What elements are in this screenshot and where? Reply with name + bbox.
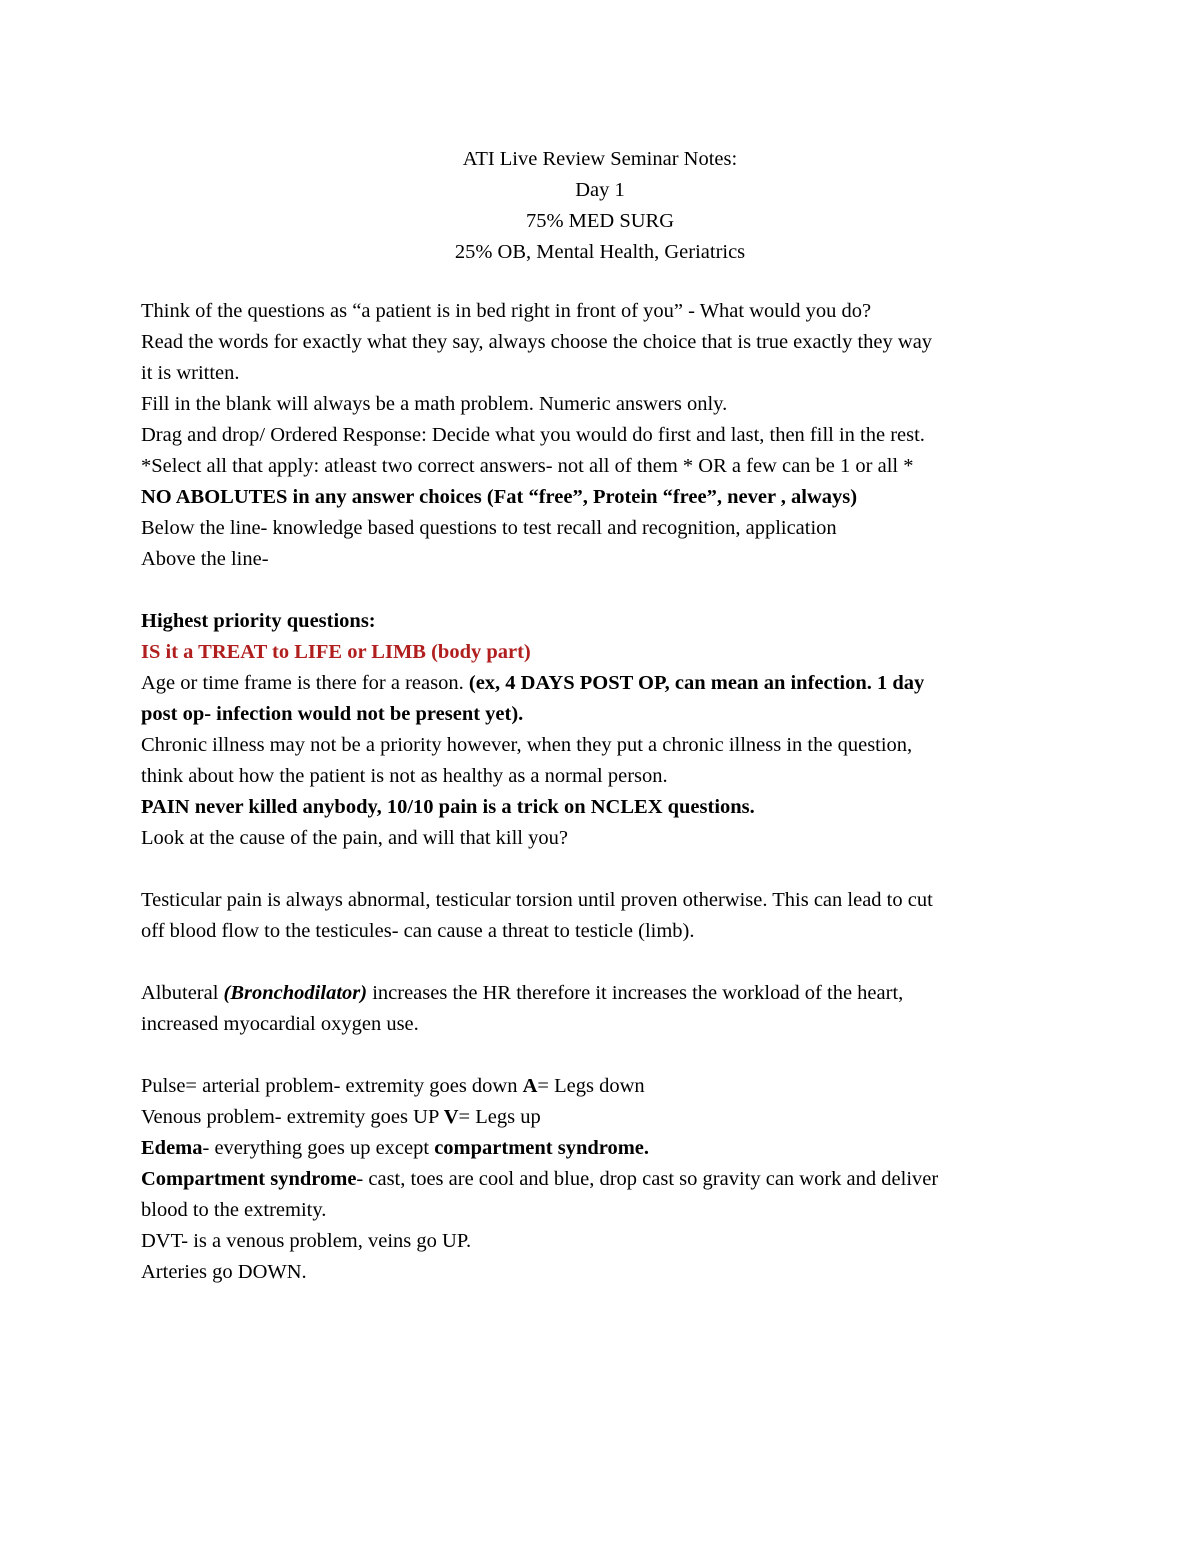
venous-letter: V — [443, 1106, 459, 1128]
intro-line-9: Above the line- — [141, 548, 269, 570]
chronic-line-1: Chronic illness may not be a priority however, when they put a chronic illness in the question, — [141, 734, 913, 756]
venous-text: Venous problem- extremity goes UP — [141, 1106, 444, 1128]
intro-line-8: Below the line- knowledge based questions to test recall and recognition, application — [141, 517, 837, 539]
age-text: Age or time frame is there for a reason. — [141, 672, 469, 694]
edema-exception: compartment syndrome. — [434, 1137, 650, 1159]
document-title: ATI Live Review Seminar Notes: — [462, 148, 738, 170]
intro-line-4: Fill in the blank will always be a math problem. Numeric answers only. — [141, 393, 728, 415]
age-example: (ex, 4 DAYS POST OP, can mean an infection. 1 day — [468, 672, 925, 694]
arterial-letter: A — [522, 1075, 538, 1097]
intro-line-3: it is written. — [141, 362, 240, 384]
legs-down-text: = Legs down — [537, 1075, 645, 1097]
intro-line-2: Read the words for exactly what they say, always choose the choice that is true exactly they way — [141, 331, 933, 353]
albuterol-line-1 — [141, 978, 1071, 1009]
intro-line-6: *Select all that apply: atleast two correct answers- not all of them * OR a few can be 1 or all * — [141, 455, 914, 477]
pulse-line — [141, 1071, 1071, 1102]
albuterol-effect: increases the HR therefore it increases the workload of the heart, — [367, 982, 904, 1004]
compartment-line-1 — [141, 1164, 1071, 1195]
no-absolutes-note: NO ABOLUTES in any answer choices (Fat “free”, Protein “free”, never , always) — [141, 486, 858, 508]
compartment-text: - cast, toes are cool and blue, drop cast so gravity can work and deliver — [356, 1168, 939, 1190]
venous-line — [141, 1102, 1071, 1133]
med-surg-percent: 75% MED SURG — [525, 210, 675, 232]
compartment-term: Compartment syndrome — [141, 1168, 357, 1190]
chronic-line-2: think about how the patient is not as healthy as a normal person. — [141, 765, 668, 787]
intro-line-1: Think of the questions as “a patient is in bed right in front of you” - What would you do? — [141, 300, 872, 322]
priority-heading: Highest priority questions: — [141, 610, 376, 632]
document-body — [141, 296, 1071, 1288]
dvt-line: DVT- is a venous problem, veins go UP. — [141, 1230, 472, 1252]
pain-cause-line: Look at the cause of the pain, and will that kill you? — [141, 827, 568, 849]
day-label: Day 1 — [575, 179, 625, 201]
age-line — [141, 668, 1071, 699]
albuterol-text: Albuteral — [141, 982, 224, 1004]
pain-note: PAIN never killed anybody, 10/10 pain is a trick on NCLEX questions. — [141, 796, 755, 818]
testicular-line-2: off blood flow to the testicules- can cause a threat to testicle (limb). — [141, 920, 695, 942]
bronchodilator-label: (Bronchodilator) — [223, 982, 368, 1004]
document-header — [0, 144, 1200, 268]
arteries-line: Arteries go DOWN. — [141, 1261, 307, 1283]
pulse-text: Pulse= arterial problem- extremity goes down — [141, 1075, 523, 1097]
edema-term: Edema — [141, 1137, 203, 1159]
other-topics-percent: 25% OB, Mental Health, Geriatrics — [454, 241, 746, 263]
age-example-continued: post op- infection would not be present yet). — [141, 703, 524, 725]
edema-text: - everything goes up except — [202, 1137, 435, 1159]
life-or-limb-line: IS it a TREAT to LIFE or LIMB (body part) — [141, 641, 531, 663]
intro-line-5: Drag and drop/ Ordered Response: Decide what you would do first and last, then fill in the rest. — [141, 424, 925, 446]
legs-up-text: = Legs up — [458, 1106, 541, 1128]
compartment-line-2: blood to the extremity. — [141, 1199, 327, 1221]
edema-line — [141, 1133, 1071, 1164]
albuterol-line-2: increased myocardial oxygen use. — [141, 1013, 419, 1035]
testicular-line-1: Testicular pain is always abnormal, testicular torsion until proven otherwise. This can lead to cut — [141, 889, 933, 911]
